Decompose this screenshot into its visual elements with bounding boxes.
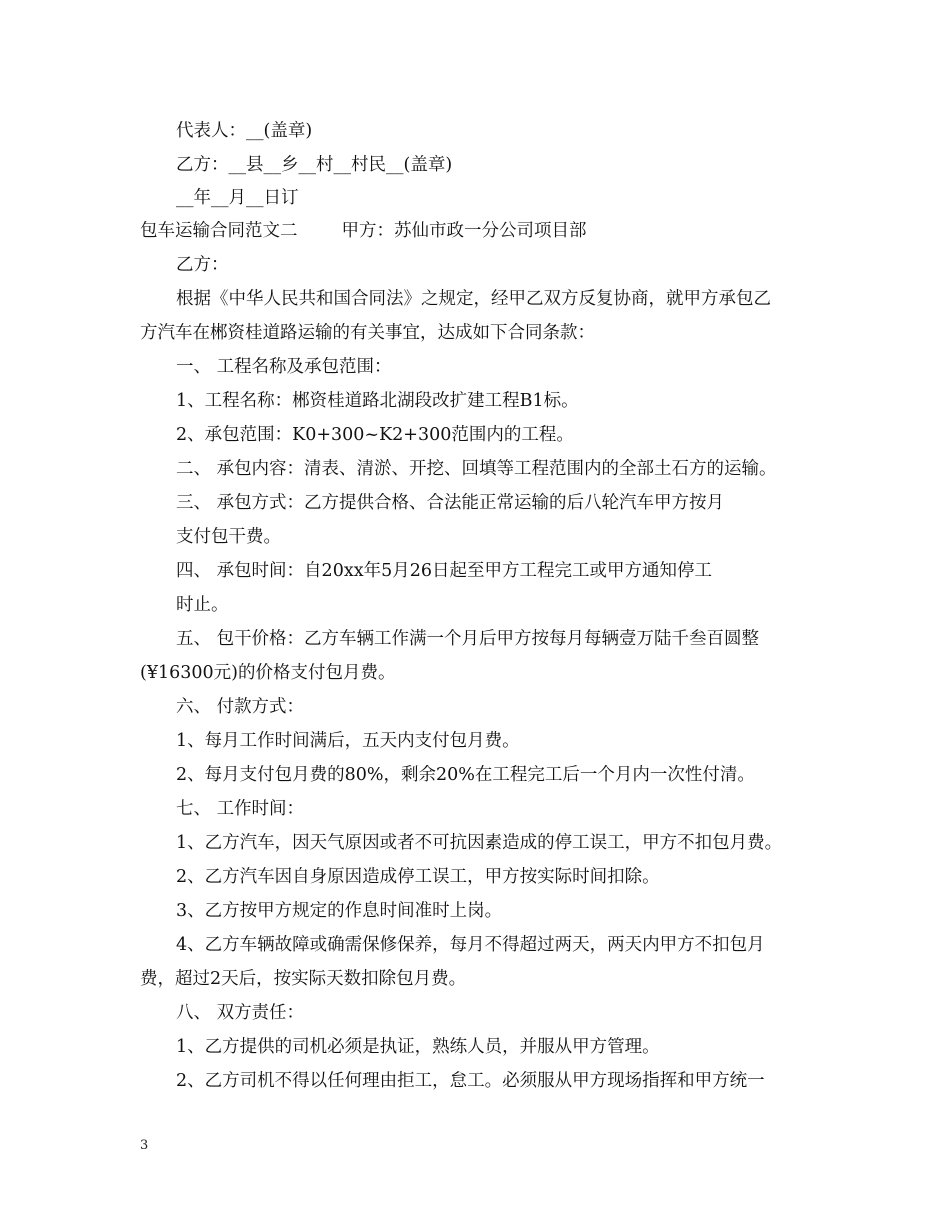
section-heading: 八、 双方责任： (176, 1003, 305, 1023)
text-line: 代表人：__(盖章) (176, 121, 313, 141)
text-line: 方汽车在郴资桂道路运输的有关事宜，达成如下合同条款： (140, 323, 595, 343)
text-line: 2、每月支付包月费的80%，剩余20%在工程完工后一个月内一次性付清。 (176, 765, 755, 785)
text-line: 时止。 (176, 595, 229, 615)
document-title: 包车运输合同范文二 (140, 221, 298, 241)
text-line: 根据《中华人民共和国合同法》之规定，经甲乙双方反复协商，就甲方承包乙 (176, 289, 771, 309)
text-line: 2、承包范围：K0+300~K2+300范围内的工程。 (176, 425, 574, 445)
text-line: 支付包干费。 (176, 527, 281, 547)
section-heading: 六、 付款方式： (176, 697, 305, 717)
text-line: 乙方：__县__乡__村__村民__(盖章) (176, 155, 453, 175)
text-line: 1、乙方提供的司机必须是执证，熟练人员，并服从甲方管理。 (176, 1037, 660, 1057)
page-number: 3 (140, 1138, 149, 1153)
section-heading: 四、 承包时间：自20xx年5月26日起至甲方工程完工或甲方通知停工 (176, 561, 712, 581)
text-line: 1、每月工作时间满后，五天内支付包月费。 (176, 731, 520, 751)
text-line: 1、工程名称：郴资桂道路北湖段改扩建工程B1标。 (176, 391, 579, 411)
text-line: __年__月__日订 (176, 188, 299, 208)
title-line (140, 220, 587, 242)
section-heading: 二、 承包内容：清表、清淤、开挖、回填等工程范围内的全部土石方的运输。 (176, 459, 777, 479)
text-line: 1、乙方汽车，因天气原因或者不可抗因素造成的停工误工，甲方不扣包月费。 (176, 833, 783, 853)
text-line: 乙方： (176, 255, 229, 275)
text-line: 费，超过2天后，按实际天数扣除包月费。 (140, 969, 467, 989)
text-line: 2、乙方司机不得以任何理由拒工，怠工。必须服从甲方现场指挥和甲方统一 (176, 1071, 765, 1091)
section-heading: 五、 包干价格：乙方车辆工作满一个月后甲方按每月每辆壹万陆千叁百圆整 (176, 629, 760, 649)
text-line: 4、乙方车辆故障或确需保修保养，每月不得超过两天，两天内甲方不扣包月 (176, 935, 765, 955)
text-line: 2、乙方汽车因自身原因造成停工误工，甲方按实际时间扣除。 (176, 867, 660, 887)
section-heading: 三、 承包方式：乙方提供合格、合法能正常运输的后八轮汽车甲方按月 (176, 493, 725, 513)
section-heading: 七、 工作时间： (176, 799, 305, 819)
section-heading: 一、 工程名称及承包范围： (176, 357, 392, 377)
party-a: 甲方：苏仙市政一分公司项目部 (341, 221, 587, 241)
text-line: (¥16300元)的价格支付包月费。 (140, 663, 396, 683)
text-line: 3、乙方按甲方规定的作息时间准时上岗。 (176, 901, 503, 921)
